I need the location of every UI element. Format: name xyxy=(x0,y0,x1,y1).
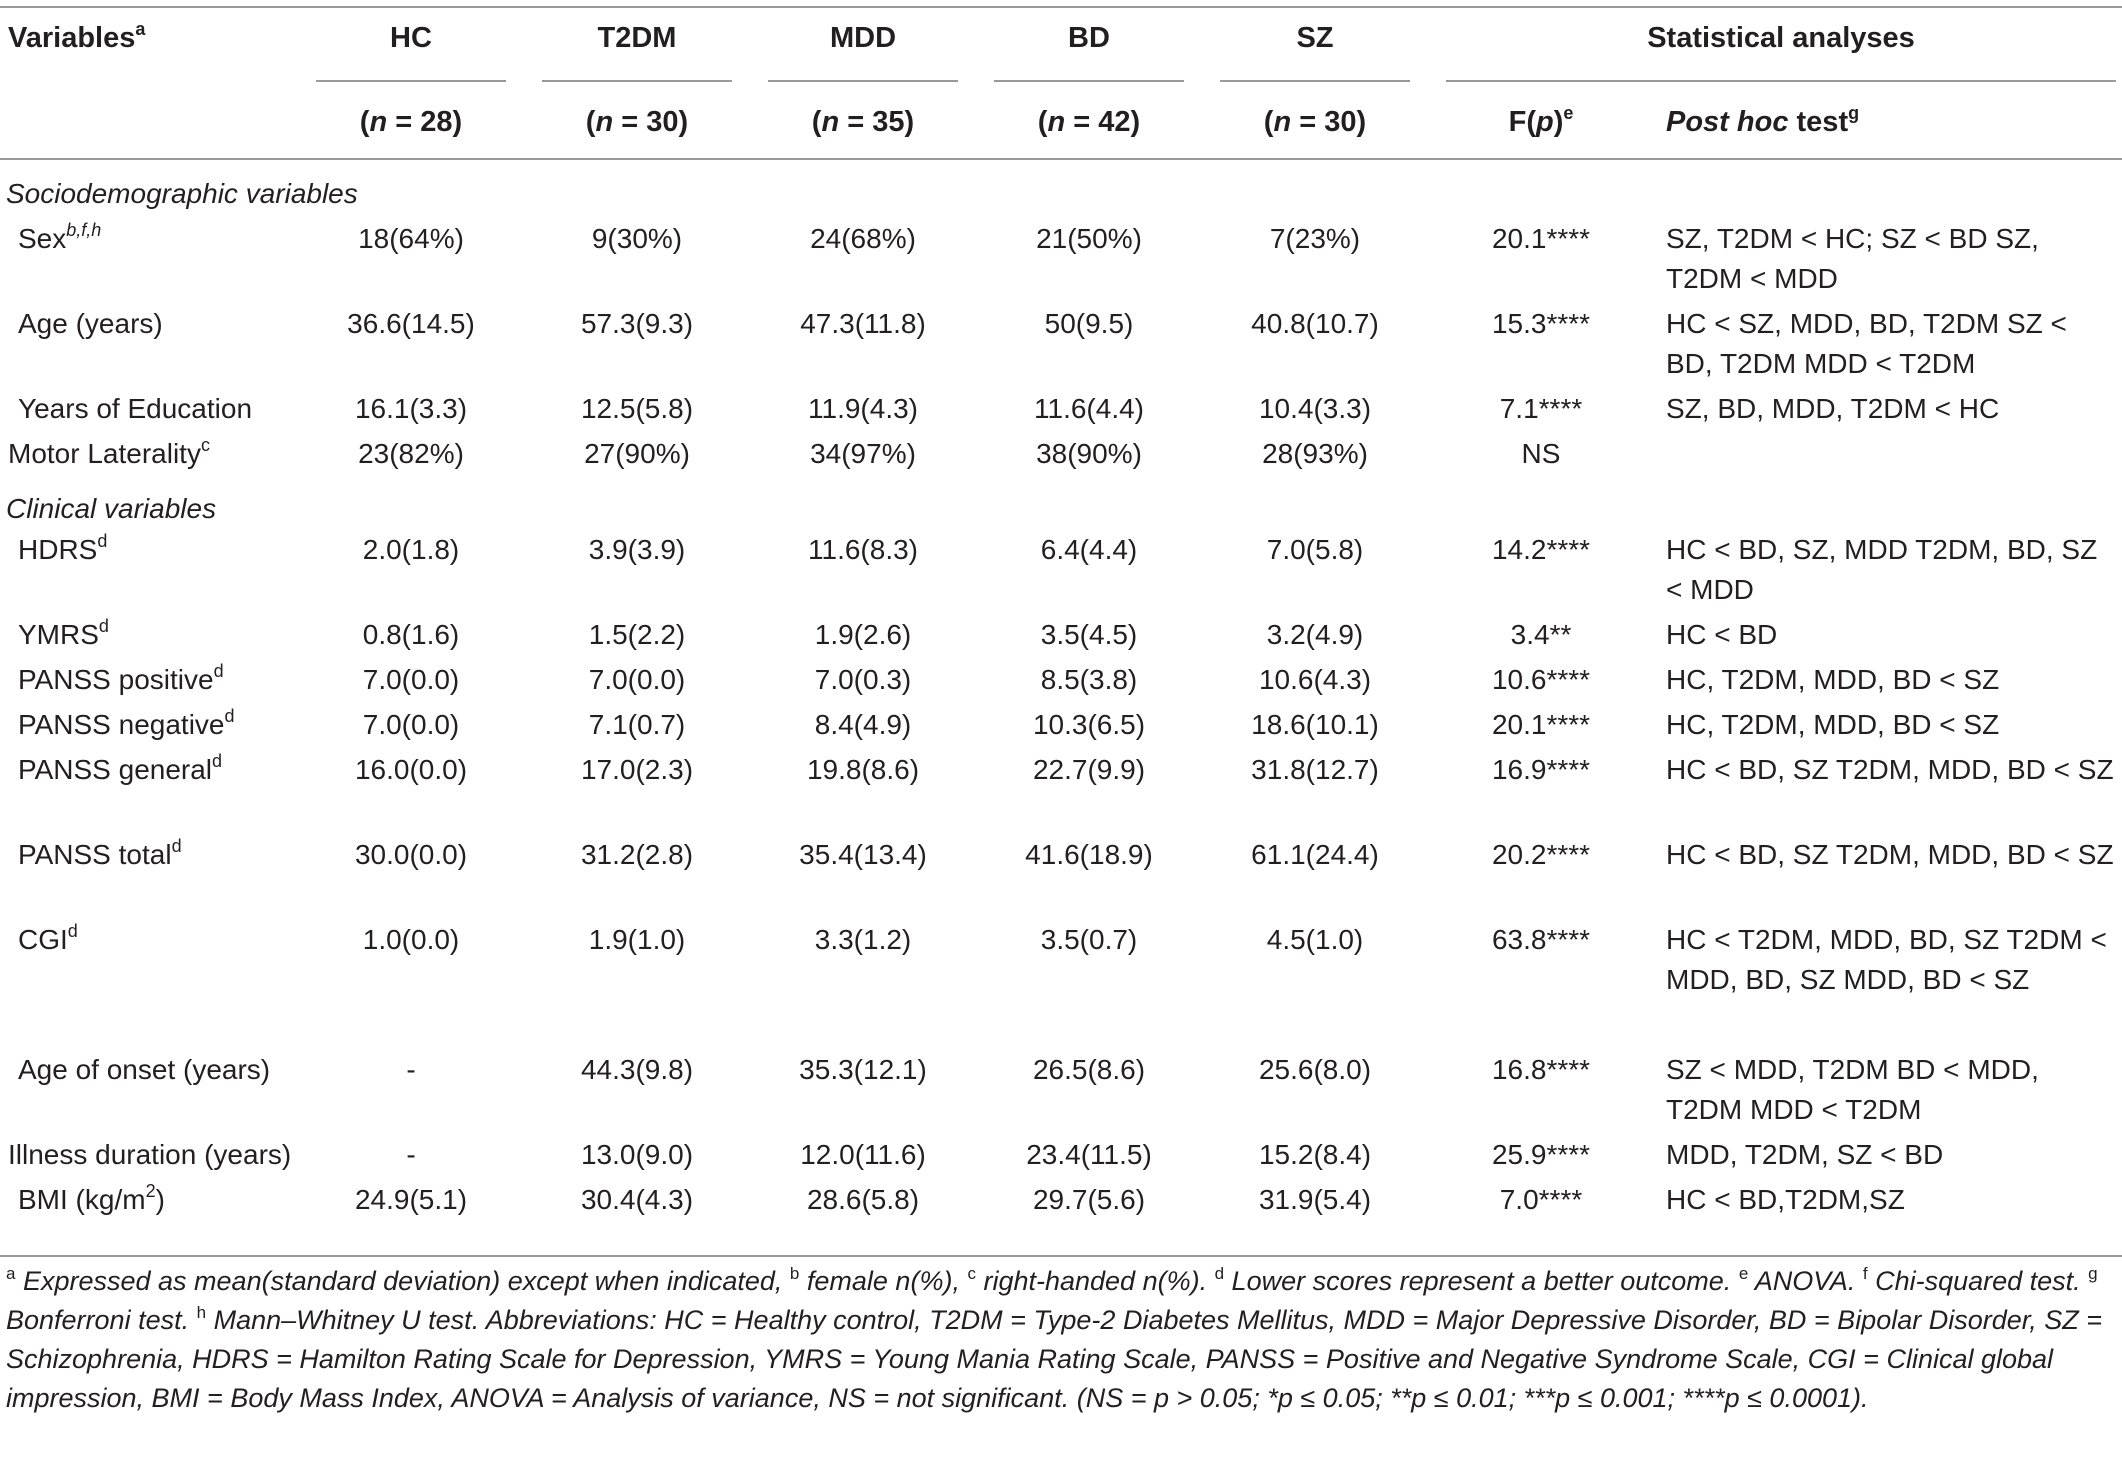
footnote-marker: d xyxy=(1214,1264,1225,1283)
row-label xyxy=(18,530,107,570)
row-label-footnote-marker: d xyxy=(224,706,235,726)
cell-sz: 25.6(8.0) xyxy=(1258,1054,1372,1085)
cell-bd: 3.5(0.7) xyxy=(1040,924,1138,955)
row-label-text: PANSS general xyxy=(18,754,213,785)
row-label xyxy=(18,615,109,655)
cell-bd: 6.4(4.4) xyxy=(1040,534,1138,565)
cell-t2dm: 7.0(0.0) xyxy=(588,664,686,695)
cell-hc: - xyxy=(406,1054,416,1085)
cell-sz: 7.0(5.8) xyxy=(1266,534,1364,565)
footnote-marker: g xyxy=(2088,1264,2098,1283)
cell-hc: 23(82%) xyxy=(358,438,464,469)
cell-sz: 10.4(3.3) xyxy=(1258,393,1372,424)
header-variables: Variables$^a$ xyxy=(8,19,146,54)
row-label-footnote-marker: d xyxy=(67,921,78,941)
cell-sz: 10.6(4.3) xyxy=(1258,664,1372,695)
cell-sz: 15.2(8.4) xyxy=(1258,1139,1372,1170)
row-label-text: Age (years) xyxy=(18,308,163,339)
cell-bd: 8.5(3.8) xyxy=(1040,664,1138,695)
cell-bd: 41.6(18.9) xyxy=(1025,839,1153,870)
cell-mdd: 1.9(2.6) xyxy=(814,619,912,650)
cell-bd: 3.5(4.5) xyxy=(1040,619,1138,650)
footnote-marker: c xyxy=(967,1264,976,1283)
row-label xyxy=(18,660,224,700)
cell-hc: 7.0(0.0) xyxy=(362,709,460,740)
cell-f-statistic: 10.6**** xyxy=(1491,664,1591,695)
cell-hc: 24.9(5.1) xyxy=(354,1184,468,1215)
row-label-footnote-marker: d xyxy=(98,616,109,636)
cell-hc: 16.1(3.3) xyxy=(354,393,468,424)
row-label-footnote-marker: b,f,h xyxy=(66,220,102,240)
cell-t2dm: 3.9(3.9) xyxy=(588,534,686,565)
cell-hc: 36.6(14.5) xyxy=(347,308,475,339)
cell-mdd: 12.0(11.6) xyxy=(800,1139,926,1170)
cell-posthoc: HC < BD, SZ T2DM, MDD, BD < SZ xyxy=(1666,754,2114,785)
row-label-text: Sex xyxy=(18,223,67,254)
row-label xyxy=(18,705,235,745)
header-f-statistic: $F(p)^e$ xyxy=(1508,103,1574,138)
cell-sz: 40.8(10.7) xyxy=(1251,308,1379,339)
cell-sz: 4.5(1.0) xyxy=(1266,924,1364,955)
cell-posthoc: SZ, T2DM < HC; SZ < BD SZ, T2DM < MDD xyxy=(1666,223,2039,294)
cell-posthoc: MDD, T2DM, SZ < BD xyxy=(1666,1139,1944,1170)
section-sociodemographic: Sociodemographic variables xyxy=(6,178,358,209)
cell-mdd: 34(97%) xyxy=(810,438,916,469)
cell-t2dm: 31.2(2.8) xyxy=(580,839,694,870)
cell-sz: 7(23%) xyxy=(1269,223,1361,254)
cell-sz: 18.6(10.1) xyxy=(1251,709,1379,740)
cell-posthoc: HC, T2DM, MDD, BD < SZ xyxy=(1666,709,2000,740)
table-bottom-rule xyxy=(0,1255,2122,1257)
header-n-bd: (n = 42) xyxy=(1037,106,1141,138)
header-bottom-rule xyxy=(0,158,2122,160)
cell-posthoc: HC < BD,T2DM,SZ xyxy=(1666,1184,1905,1215)
cell-mdd: 19.8(8.6) xyxy=(806,754,920,785)
row-label xyxy=(18,219,101,259)
footnote-text: Chi-squared test. xyxy=(1867,1266,2089,1296)
cell-t2dm: 1.9(1.0) xyxy=(588,924,686,955)
header-group-bd: BD xyxy=(1068,22,1110,54)
cell-posthoc: HC, T2DM, MDD, BD < SZ xyxy=(1666,664,2000,695)
cell-bd: 26.5(8.6) xyxy=(1032,1054,1146,1085)
row-label xyxy=(18,750,222,790)
footnote-marker: e xyxy=(1738,1264,1749,1283)
header-group-hc: HC xyxy=(390,22,432,54)
cell-f-statistic: 16.8**** xyxy=(1491,1054,1591,1085)
row-label-text: PANSS total xyxy=(18,839,172,870)
row-label-text: PANSS positive xyxy=(18,664,214,695)
footnote-marker: h xyxy=(196,1303,207,1322)
row-label-footnote-marker: d xyxy=(213,661,224,681)
header-group-t2dm: T2DM xyxy=(597,22,677,54)
cell-t2dm: 7.1(0.7) xyxy=(588,709,686,740)
row-label-text: BMI (kg/m xyxy=(18,1184,146,1215)
cell-t2dm: 13.0(9.0) xyxy=(580,1139,694,1170)
cell-f-statistic: 20.2**** xyxy=(1491,839,1591,870)
row-label-footnote-marker: d xyxy=(212,751,223,771)
cell-bd: 38(90%) xyxy=(1036,438,1142,469)
row-label-footnote-marker: d xyxy=(97,531,108,551)
cell-t2dm: 44.3(9.8) xyxy=(580,1054,694,1085)
row-label-text: CGI xyxy=(18,924,68,955)
cell-bd: 50(9.5) xyxy=(1044,308,1134,339)
header-n-mdd: (n = 35) xyxy=(811,106,915,138)
cell-bd: 10.3(6.5) xyxy=(1032,709,1146,740)
cell-t2dm: 57.3(9.3) xyxy=(580,308,694,339)
row-label-text: Motor Laterality xyxy=(8,438,201,469)
row-label-superscript: 2 xyxy=(145,1181,156,1201)
cell-mdd: 7.0(0.3) xyxy=(814,664,912,695)
header-rule-statistical xyxy=(1446,80,2116,82)
cell-hc: 0.8(1.6) xyxy=(362,619,460,650)
cell-t2dm: 9(30%) xyxy=(591,223,683,254)
cell-sz: 31.9(5.4) xyxy=(1258,1184,1372,1215)
cell-bd: 22.7(9.9) xyxy=(1032,754,1146,785)
cell-mdd: 35.4(13.4) xyxy=(799,839,927,870)
row-label xyxy=(18,304,163,344)
row-label-text: YMRS xyxy=(18,619,99,650)
footnote-text: Lower scores represent a better outcome. xyxy=(1224,1266,1739,1296)
header-statistical-analyses: Statistical analyses xyxy=(1647,22,1915,54)
row-label xyxy=(18,920,78,960)
cell-t2dm: 12.5(5.8) xyxy=(580,393,694,424)
header-n-hc: (n = 28) xyxy=(359,106,463,138)
row-label xyxy=(18,1050,270,1090)
row-label xyxy=(8,1135,291,1175)
cell-mdd: 3.3(1.2) xyxy=(814,924,912,955)
cell-sz: 61.1(24.4) xyxy=(1251,839,1379,870)
cell-f-statistic: 25.9**** xyxy=(1491,1139,1591,1170)
cell-bd: 21(50%) xyxy=(1036,223,1142,254)
row-label-text: PANSS negative xyxy=(18,709,225,740)
top-rule xyxy=(0,6,2122,8)
cell-posthoc: HC < T2DM, MDD, BD, SZ T2DM < MDD, BD, SZ MDD, BD < SZ xyxy=(1666,924,2107,995)
row-label-text: HDRS xyxy=(18,534,98,565)
cell-posthoc: SZ, BD, MDD, T2DM < HC xyxy=(1666,393,2000,424)
row-label-footnote-marker: d xyxy=(171,836,182,856)
cell-f-statistic: 20.1**** xyxy=(1491,709,1591,740)
header-rule-bd xyxy=(994,80,1184,82)
header-n-sz: (n = 30) xyxy=(1263,106,1367,138)
cell-hc: - xyxy=(406,1139,416,1170)
footnote-marker: f xyxy=(1862,1264,1868,1283)
cell-posthoc: HC < BD, SZ T2DM, MDD, BD < SZ xyxy=(1666,839,2114,870)
cell-mdd: 8.4(4.9) xyxy=(814,709,912,740)
row-label xyxy=(18,1180,165,1220)
row-label xyxy=(18,835,182,875)
section-clinical: Clinical variables xyxy=(6,493,217,524)
cell-bd: 23.4(11.5) xyxy=(1026,1139,1152,1170)
header-rule-sz xyxy=(1220,80,1410,82)
header-rule-hc xyxy=(316,80,506,82)
cell-hc: 1.0(0.0) xyxy=(362,924,460,955)
cell-bd: 11.6(4.4) xyxy=(1034,393,1144,424)
footnote-marker: a xyxy=(6,1264,16,1283)
footnote-text: Mann–Whitney U test. Abbreviations: HC = Healthy control, T2DM = Type-2 Diabetes Mellitus, MDD = Major Depressive Disorder, BD = Bipolar Disorder, SZ = Schizophrenia, HDRS = Hamilton Rating Scale for Depression, YMRS = Young Mania Rating Scale, PANSS = Positive and Negative Syndrome Scale, CGI = Clinical global impression, BMI = Body Mass Index, ANOVA = Analysis of variance, NS = not significant. (NS = p > 0.05; *p ≤ 0.05; **p ≤ 0.01; ***p ≤ 0.001; ****p ≤ 0.0001). xyxy=(6,1305,2103,1413)
row-label-text: Years of Education xyxy=(18,393,253,424)
cell-posthoc: HC < BD xyxy=(1666,619,1778,650)
cell-f-statistic: 14.2**** xyxy=(1491,534,1591,565)
cell-mdd: 28.6(5.8) xyxy=(806,1184,920,1215)
cell-f-statistic: 20.1**** xyxy=(1491,223,1591,254)
footnote-text: female n(%), xyxy=(799,1266,968,1296)
row-label-footnote-marker: c xyxy=(200,435,210,455)
cell-f-statistic: NS xyxy=(1521,438,1561,469)
header-group-sz: SZ xyxy=(1296,22,1334,54)
cell-t2dm: 27(90%) xyxy=(584,438,690,469)
cell-hc: 18(64%) xyxy=(358,223,464,254)
cell-bd: 29.7(5.6) xyxy=(1032,1184,1146,1215)
cell-posthoc: HC < BD, SZ, MDD T2DM, BD, SZ < MDD xyxy=(1666,534,2098,605)
footnote-marker: b xyxy=(789,1264,800,1283)
cell-t2dm: 30.4(4.3) xyxy=(580,1184,694,1215)
row-label xyxy=(18,389,252,429)
cell-sz: 28(93%) xyxy=(1262,438,1368,469)
cell-t2dm: 17.0(2.3) xyxy=(580,754,694,785)
cell-f-statistic: 15.3**** xyxy=(1491,308,1591,339)
footnote-text: right-handed n(%). xyxy=(975,1266,1215,1296)
header-group-mdd: MDD xyxy=(829,22,897,54)
footnote-text: Expressed as mean(standard deviation) except when indicated, xyxy=(15,1266,790,1296)
header-rule-t2dm xyxy=(542,80,732,82)
cell-hc: 30.0(0.0) xyxy=(354,839,468,870)
cell-sz: 31.8(12.7) xyxy=(1251,754,1379,785)
cell-f-statistic: 3.4** xyxy=(1510,619,1572,650)
cell-posthoc: HC < SZ, MDD, BD, T2DM SZ < BD, T2DM MDD < T2DM xyxy=(1666,308,2067,379)
row-label-text: Age of onset (years) xyxy=(18,1054,271,1085)
cell-mdd: 24(68%) xyxy=(810,223,916,254)
cell-f-statistic: 7.0**** xyxy=(1499,1184,1583,1215)
cell-t2dm: 1.5(2.2) xyxy=(588,619,686,650)
cell-mdd: 47.3(11.8) xyxy=(800,308,926,339)
row-label-end: ) xyxy=(155,1184,165,1215)
cell-f-statistic: 63.8**** xyxy=(1491,924,1591,955)
cell-hc: 7.0(0.0) xyxy=(362,664,460,695)
cell-posthoc: SZ < MDD, T2DM BD < MDD, T2DM MDD < T2DM xyxy=(1666,1054,2039,1125)
table-footnote xyxy=(6,1262,2118,1418)
header-posthoc: Post hoc test$^g$ xyxy=(1666,103,1860,138)
cell-mdd: 11.6(8.3) xyxy=(808,534,918,565)
cell-sz: 3.2(4.9) xyxy=(1266,619,1364,650)
footnote-text: ANOVA. xyxy=(1748,1266,1863,1296)
cell-mdd: 11.9(4.3) xyxy=(808,393,918,424)
cell-mdd: 35.3(12.1) xyxy=(799,1054,927,1085)
cell-hc: 16.0(0.0) xyxy=(354,754,468,785)
header-rule-mdd xyxy=(768,80,958,82)
footnote-text: Bonferroni test. xyxy=(6,1305,197,1335)
cell-hc: 2.0(1.8) xyxy=(362,534,460,565)
row-label-text: Illness duration (years) xyxy=(8,1139,292,1170)
row-label xyxy=(8,434,210,474)
cell-f-statistic: 7.1**** xyxy=(1499,393,1583,424)
header-n-t2dm: (n = 30) xyxy=(585,106,689,138)
cell-f-statistic: 16.9**** xyxy=(1491,754,1591,785)
